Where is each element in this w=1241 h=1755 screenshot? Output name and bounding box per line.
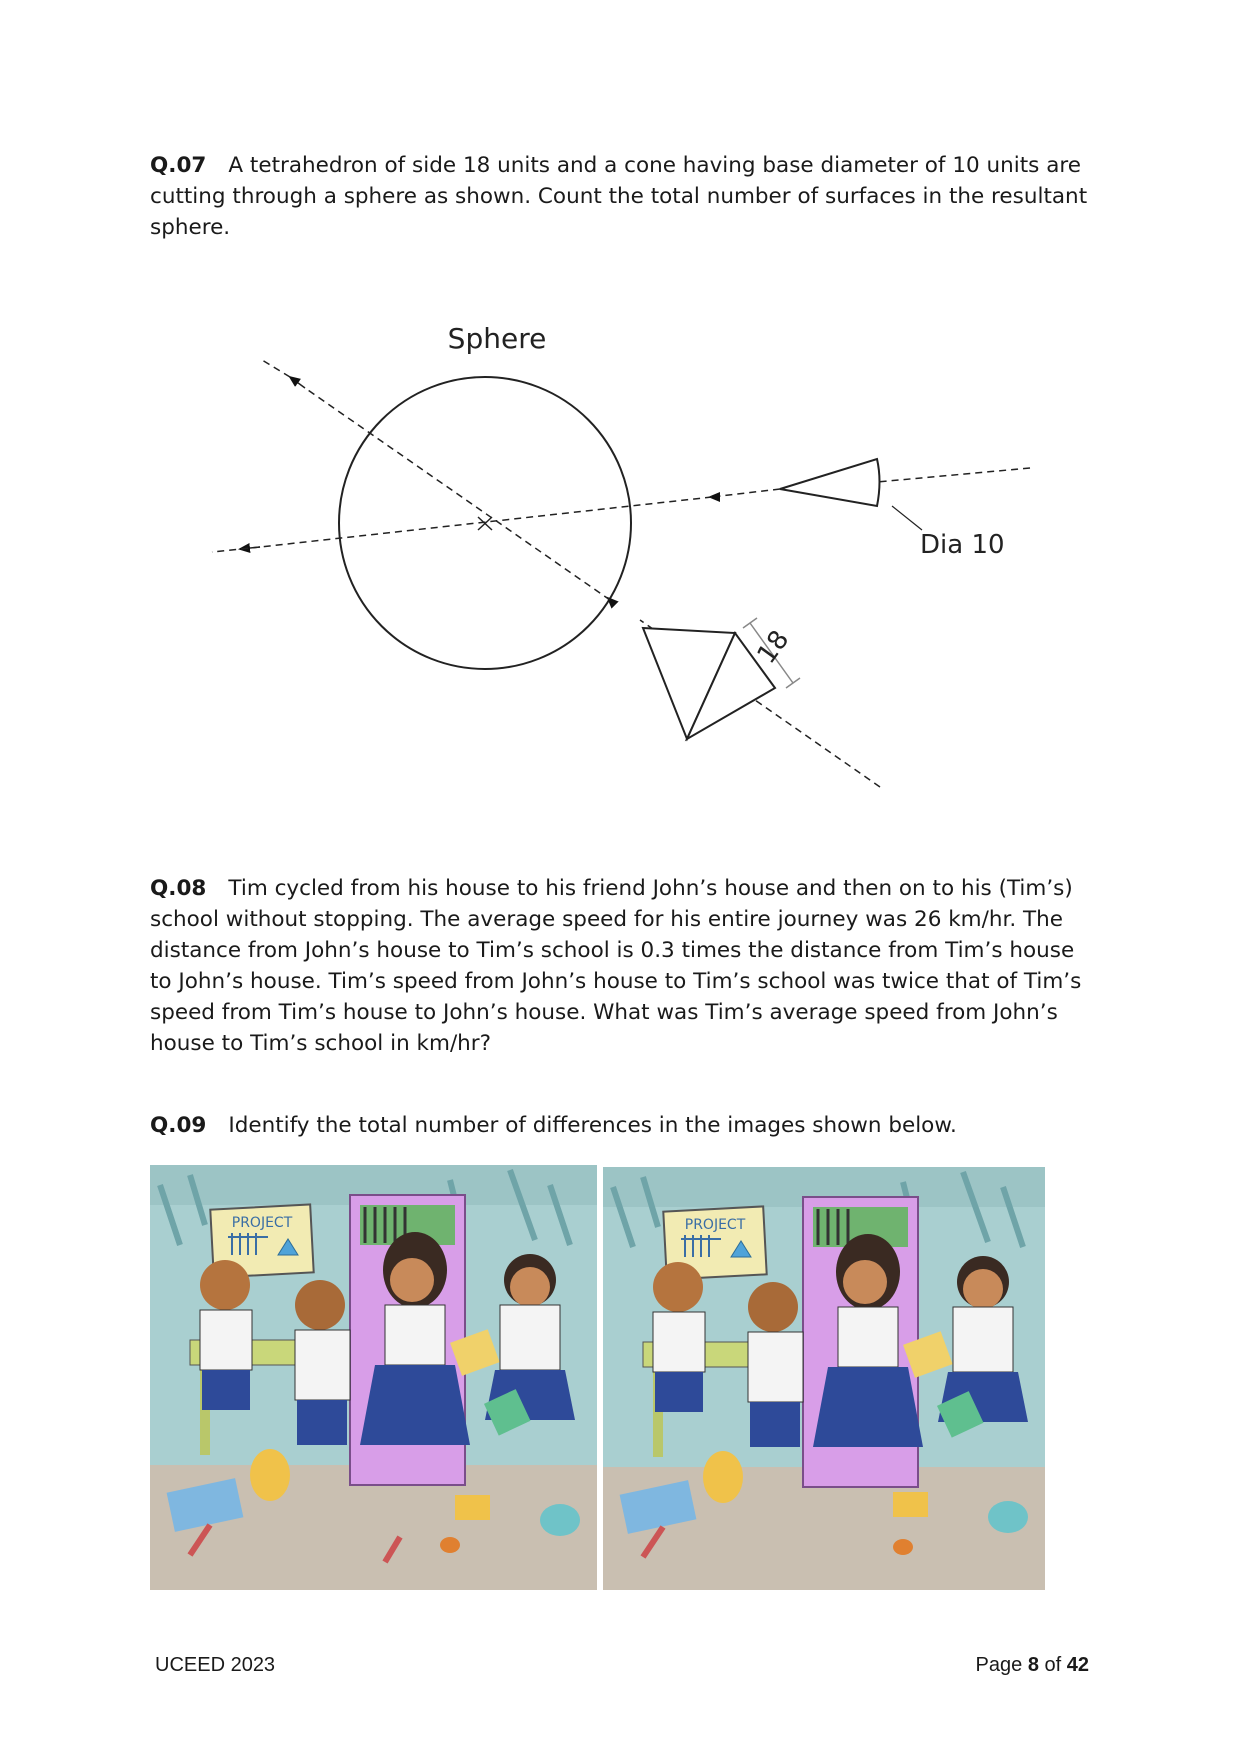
svg-text:PROJECT: PROJECT [684, 1217, 746, 1233]
footer-page-number: Page 8 of 42 [975, 1654, 1089, 1676]
difference-image-left [150, 1165, 597, 1590]
sphere-intersection-diagram [195, 315, 1045, 805]
tetra-side-label: 18 [751, 625, 796, 670]
question-number: Q.09 [150, 1113, 207, 1138]
cone-diameter-label: Dia 10 [920, 530, 1005, 560]
sphere-label: Sphere [447, 322, 547, 355]
tetra-exit-arrow [290, 377, 305, 388]
question-09 [150, 1110, 1095, 1141]
cone-axis-right [877, 468, 1030, 482]
difference-image-right [603, 1167, 1045, 1590]
question-text: Identify the total number of differences in the images shown below. [228, 1113, 957, 1138]
cone-leader-line [892, 506, 922, 530]
question-number: Q.07 [150, 153, 207, 178]
question-number: Q.08 [150, 876, 207, 901]
tetra-axis [305, 388, 610, 600]
cone-shape [780, 459, 880, 506]
question-07 [150, 150, 1095, 243]
question-text: A tetrahedron of side 18 units and a cone having base diameter of 10 units are cutting through a sphere as shown. Count the total number of surfaces in the resultant sphere. [150, 153, 1088, 240]
question-08 [150, 873, 1095, 1059]
footer-exam-name: UCEED 2023 [155, 1654, 276, 1676]
question-text: Tim cycled from his house to his friend John’s house and then on to his (Tim’s) school without stopping. The average speed for his entire journey was 26 km/hr. The distance from John’s house to Tim’s school is 0.3 times the distance from Tim’s house to John’s house. Tim’s speed from John’s house to Tim’s school was twice that of Tim’s speed from Tim’s house to John’s house. What was Tim’s average speed from John’s house to Tim’s school in km/hr? [150, 876, 1082, 1056]
svg-text:PROJECT: PROJECT [231, 1215, 293, 1231]
